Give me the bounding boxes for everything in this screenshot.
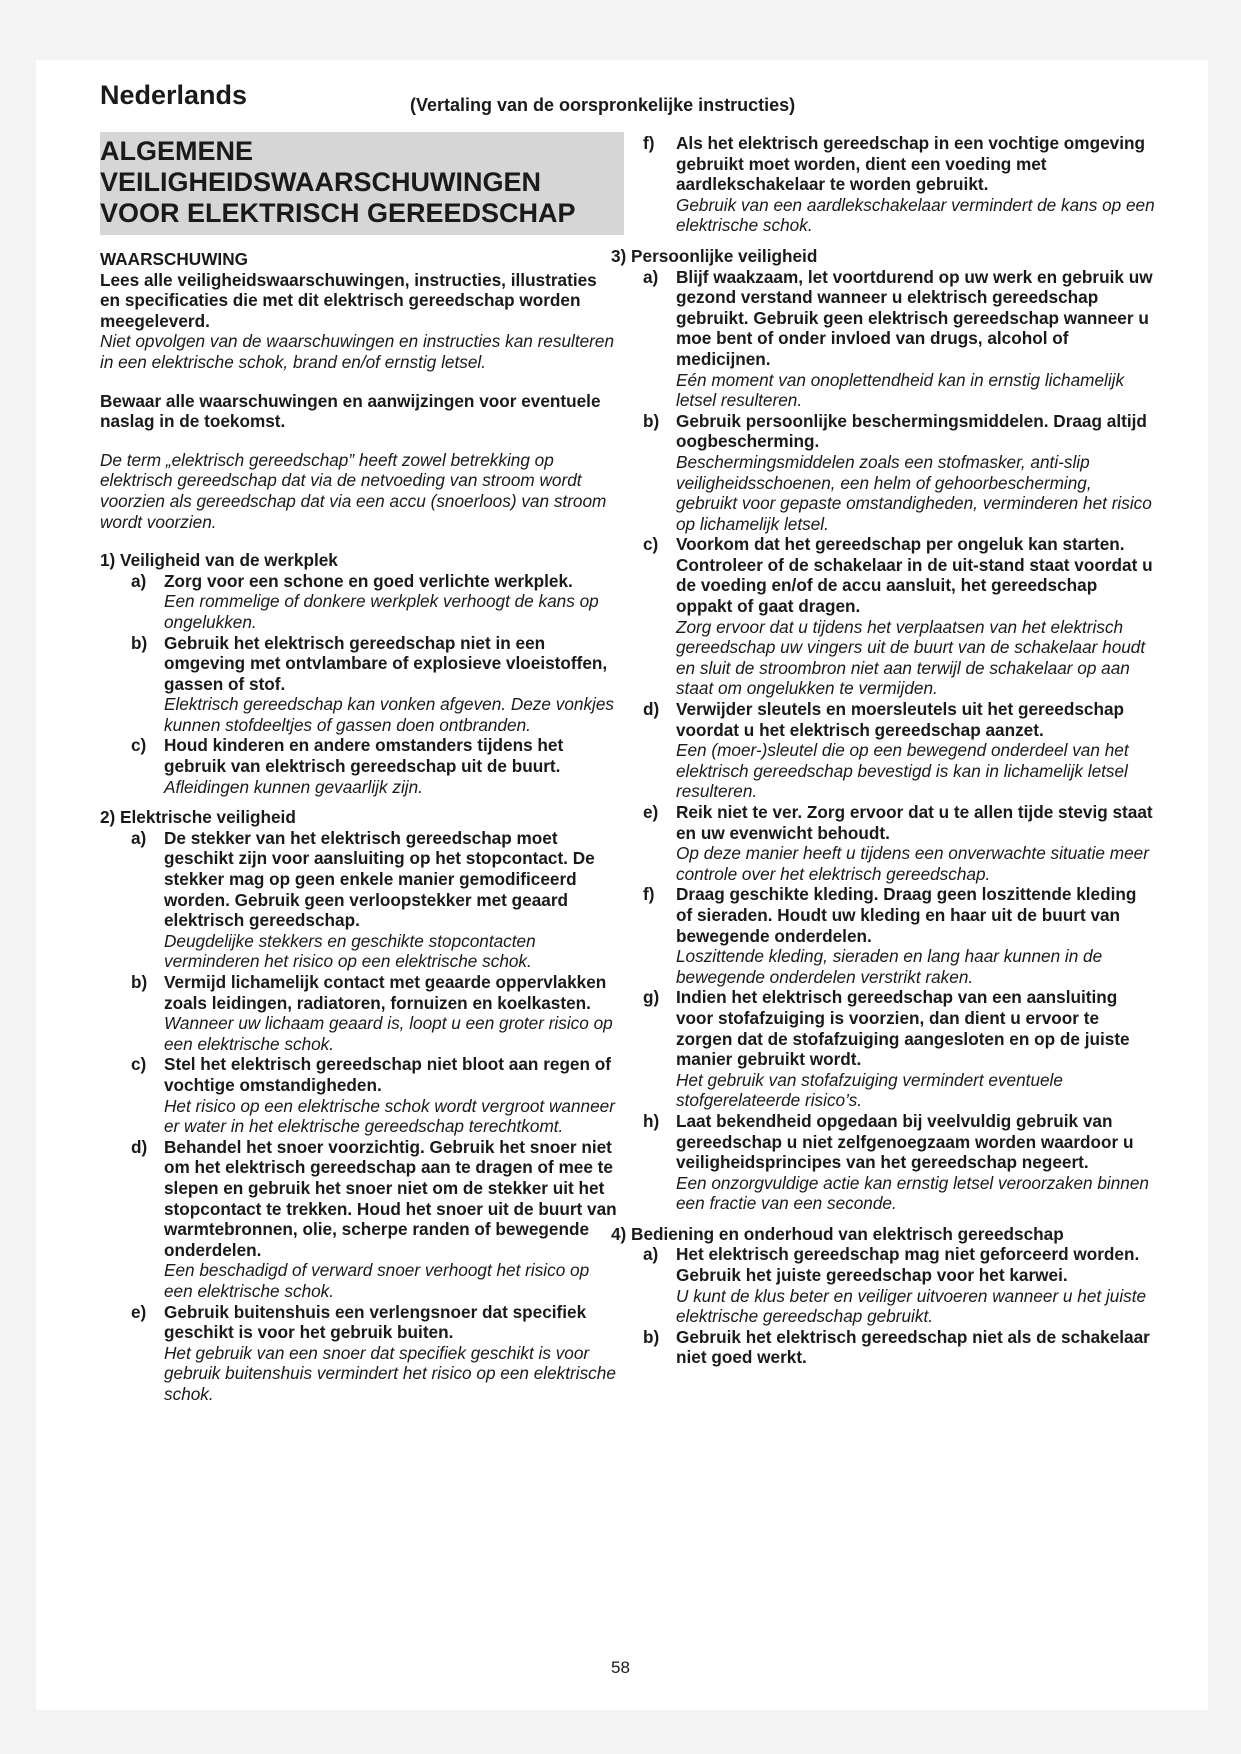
item-bold: Voorkom dat het gereedschap per ongeluk kan starten. Controleer of de schakelaar in de uit-stand staat voordat u de voeding en/of de accu aansluit, het gereedschap oppakt of gaat dragen. (676, 534, 1153, 617)
item-italic: Elektrisch gereedschap kan vonken afgeven. Deze vonkjes kunnen stofdeeltjes of gassen doen ontbranden. (164, 694, 615, 735)
banner-line-3: VOOR ELEKTRISCH GEREEDSCHAP (100, 198, 576, 228)
item-bold: Stel het elektrisch gereedschap niet bloot aan regen of vochtige omstandigheden. (164, 1054, 611, 1095)
warning-heading: WAARSCHUWING (100, 249, 248, 269)
warning-bold-text: Lees alle veiligheidswaarschuwingen, instructies, illustraties en specificaties die met dit elektrisch gereedschap worden meegeleverd. (100, 269, 597, 331)
item-bold: Het elektrisch gereedschap mag niet geforceerd worden. Gebruik het juiste gereedschap voor het karwei. (676, 1244, 1140, 1286)
list-item (100, 1137, 620, 1302)
list-item (635, 802, 1155, 884)
list-item (635, 1327, 1155, 1368)
item-bold: Reik niet te ver. Zorg ervoor dat u te allen tijde stevig staat en uw evenwicht behoudt. (676, 802, 1153, 843)
item-label: b) (643, 1326, 660, 1347)
item-italic: Eén moment van onoplettendheid kan in ernstig lichamelijk letsel resulteren. (676, 369, 1125, 411)
page-number: 58 (611, 1658, 630, 1677)
item-label: b) (131, 632, 148, 653)
item-label: e) (131, 1301, 147, 1322)
item-bold: Gebruik het elektrisch gereedschap niet in een omgeving met ontvlambare of explosieve vloeistoffen, gassen of stof. (164, 632, 608, 694)
item-italic: Een (moer-)sleutel die op een bewegend onderdeel van het elektrisch gereedschap bevestigd is kan in lichamelijk letsel resulteren. (676, 740, 1129, 802)
section-2-title: 2) Elektrische veiligheid (100, 807, 296, 828)
item-italic: Een beschadigd of verward snoer verhoogt het risico op een elektrische schok. (164, 1260, 590, 1301)
item-italic: Beschermingsmiddelen zoals een stofmasker, anti-slip veiligheidsschoenen, een helm of gehoorbescherming, gebruikt voor gepaste omstandigheden, verminderen het risico op lichamelijk letsel. (676, 451, 1152, 534)
right-column (611, 133, 1155, 1368)
item-label: a) (131, 827, 147, 848)
item-label: b) (643, 410, 660, 431)
item-label: d) (131, 1136, 148, 1157)
section-3-title: 3) Persoonlijke veiligheid (611, 245, 818, 266)
list-item (100, 972, 620, 1054)
item-italic: Een rommelige of donkere werkplek verhoogt de kans op ongelukken. (164, 591, 599, 632)
item-italic: Op deze manier heeft u tijdens een onverwachte situatie meer controle over het elektrisch gereedschap. (676, 843, 1149, 884)
list-item (635, 1244, 1155, 1326)
item-bold: Houd kinderen en andere omstanders tijdens het gebruik van elektrisch gereedschap uit de buurt. (164, 735, 564, 777)
item-bold: Indien het elektrisch gereedschap van een aansluiting voor stofafzuiging is voorzien, dan dient u ervoor te zorgen dat de stofafzuiging aangesloten en op de juiste manier gebruikt wordt. (676, 987, 1130, 1070)
list-item (100, 571, 620, 633)
item-label: e) (643, 802, 659, 822)
banner-line-2: VEILIGHEIDSWAARSCHUWINGEN (100, 167, 542, 197)
item-italic: Een onzorgvuldige actie kan ernstig letsel veroorzaken binnen een fractie van een seconde. (676, 1172, 1149, 1214)
item-italic: Wanneer uw lichaam geaard is, loopt u een groter risico op een elektrische schok. (164, 1013, 613, 1054)
item-italic: Loszittende kleding, sieraden en lang haar kunnen in de bewegende onderdelen verstrikt raken. (676, 946, 1103, 987)
keep-instructions-text: Bewaar alle waarschuwingen en aanwijzingen voor eventuele naslag in de toekomst. (100, 390, 601, 432)
item-italic: Het gebruik van een snoer dat specifiek geschikt is voor gebruik buitenshuis vermindert het risico op een elektrische schok. (164, 1342, 616, 1404)
term-definition-text: De term „elektrisch gereedschap” heeft zowel betrekking op elektrisch gereedschap dat via de netvoeding van stroom wordt voorzien als gereedschap dat via een accu (snoerloos) van stroom wordt voorzien. (100, 449, 607, 532)
item-label: d) (643, 699, 660, 720)
item-italic: Gebruik van een aardlekschakelaar vermindert de kans op een elektrische schok. (676, 194, 1155, 236)
list-item (635, 411, 1155, 535)
item-label: c) (643, 534, 659, 555)
item-bold: Zorg voor een schone en goed verlichte werkplek. (164, 570, 573, 591)
item-label: c) (131, 1054, 147, 1075)
item-bold: Draag geschikte kleding. Draag geen loszittende kleding of sieraden. Houdt uw kleding en haar uit de buurt van bewegende onderdelen. (676, 884, 1137, 946)
list-item (635, 133, 1155, 236)
list-item (635, 699, 1155, 802)
document-subtitle: (Vertaling van de oorspronkelijke instructies) (410, 95, 796, 115)
list-item (635, 534, 1155, 699)
item-bold: Behandel het snoer voorzichtig. Gebruik het snoer niet om het elektrisch gereedschap aan te dragen of mee te slepen en gebruik het snoer niet om de stekker uit het stopcontact te trekken. Houd het snoer uit de buurt van warmtebronnen, olie, scherpe randen of bewegende onderdelen. (164, 1136, 617, 1260)
title-banner (100, 132, 624, 235)
item-italic: Het risico op een elektrische schok wordt vergroot wanneer er water in het elektrische gereedschap terechtkomt. (164, 1095, 615, 1137)
item-label: b) (131, 972, 148, 992)
item-bold: Laat bekendheid opgedaan bij veelvuldig gebruik van gereedschap u niet zelfgenoegzaam worden waardoor u veiligheidsprincipes van het gereedschap negeert. (676, 1110, 1134, 1173)
left-column (100, 132, 620, 1404)
section-4-title: 4) Bediening en onderhoud van elektrisch gereedschap (611, 1223, 1064, 1244)
item-italic: Het gebruik van stofafzuiging vermindert eventuele stofgerelateerde risico’s. (676, 1069, 1063, 1111)
item-bold: Gebruik persoonlijke beschermingsmiddelen. Draag altijd oogbescherming. (676, 410, 1147, 452)
item-label: a) (131, 570, 147, 591)
list-item (100, 1302, 620, 1405)
list-item (635, 884, 1155, 987)
item-label: f) (643, 133, 655, 153)
item-bold: Vermijd lichamelijk contact met geaarde oppervlakken zoals leidingen, radiatoren, fornuizen en koelkasten. (164, 972, 607, 1013)
warning-italic-text: Niet opvolgen van de waarschuwingen en instructies kan resulteren in een elektrische schok, brand en/of ernstig letsel. (100, 331, 615, 372)
list-item (635, 267, 1155, 411)
item-label: h) (643, 1110, 660, 1131)
list-item (100, 735, 620, 797)
item-label: f) (643, 884, 655, 905)
item-bold: Gebruik buitenshuis een verlengsnoer dat specifiek geschikt is voor het gebruik buiten. (164, 1301, 587, 1343)
item-italic: Afleidingen kunnen gevaarlijk zijn. (164, 776, 423, 797)
list-item (100, 1054, 620, 1136)
list-item (100, 633, 620, 736)
section-1-title: 1) Veiligheid van de werkplek (100, 550, 338, 571)
item-bold: Gebruik het elektrisch gereedschap niet als de schakelaar niet goed werkt. (676, 1326, 1150, 1368)
list-item (635, 1111, 1155, 1214)
item-italic: U kunt de klus beter en veiliger uitvoeren wanneer u het juiste elektrische gereedschap gebruikt. (676, 1285, 1147, 1327)
item-label: c) (131, 735, 147, 756)
item-bold: Als het elektrisch gereedschap in een vochtige omgeving gebruikt moet worden, dient een voeding met aardlekschakelaar te worden gebruikt. (676, 133, 1145, 195)
item-bold: Blijf waakzaam, let voortdurend op uw werk en gebruik uw gezond verstand wanneer u elektrisch gereedschap gebruikt. Gebruik geen elektrisch gereedschap wanneer u moe bent of onder invloed van drugs, alcohol of medicijnen. (676, 266, 1153, 369)
item-label: g) (643, 987, 660, 1008)
item-bold: De stekker van het elektrisch gereedschap moet geschikt zijn voor aansluiting op het stopcontact. De stekker mag op geen enkele manier gemodificeerd worden. Gebruik geen verloopstekker met geaard elektrisch gereedschap. (164, 827, 595, 931)
item-label: a) (643, 1244, 659, 1265)
list-item (100, 828, 620, 972)
item-label: a) (643, 266, 659, 287)
language-heading: Nederlands (100, 80, 248, 110)
item-bold: Verwijder sleutels en moersleutels uit het gereedschap voordat u het elektrisch gereedschap aanzet. (676, 699, 1124, 740)
item-italic: Deugdelijke stekkers en geschikte stopcontacten verminderen het risico op een elektrische schok. (164, 930, 536, 972)
list-item (635, 987, 1155, 1111)
item-italic: Zorg ervoor dat u tijdens het verplaatsen van het elektrisch gereedschap uw vingers uit de buurt van de schakelaar houdt en sluit de stroombron niet aan terwijl de schakelaar op aan staat om ongelukken te vermijden. (676, 616, 1146, 699)
banner-line-1: ALGEMENE (100, 136, 254, 166)
